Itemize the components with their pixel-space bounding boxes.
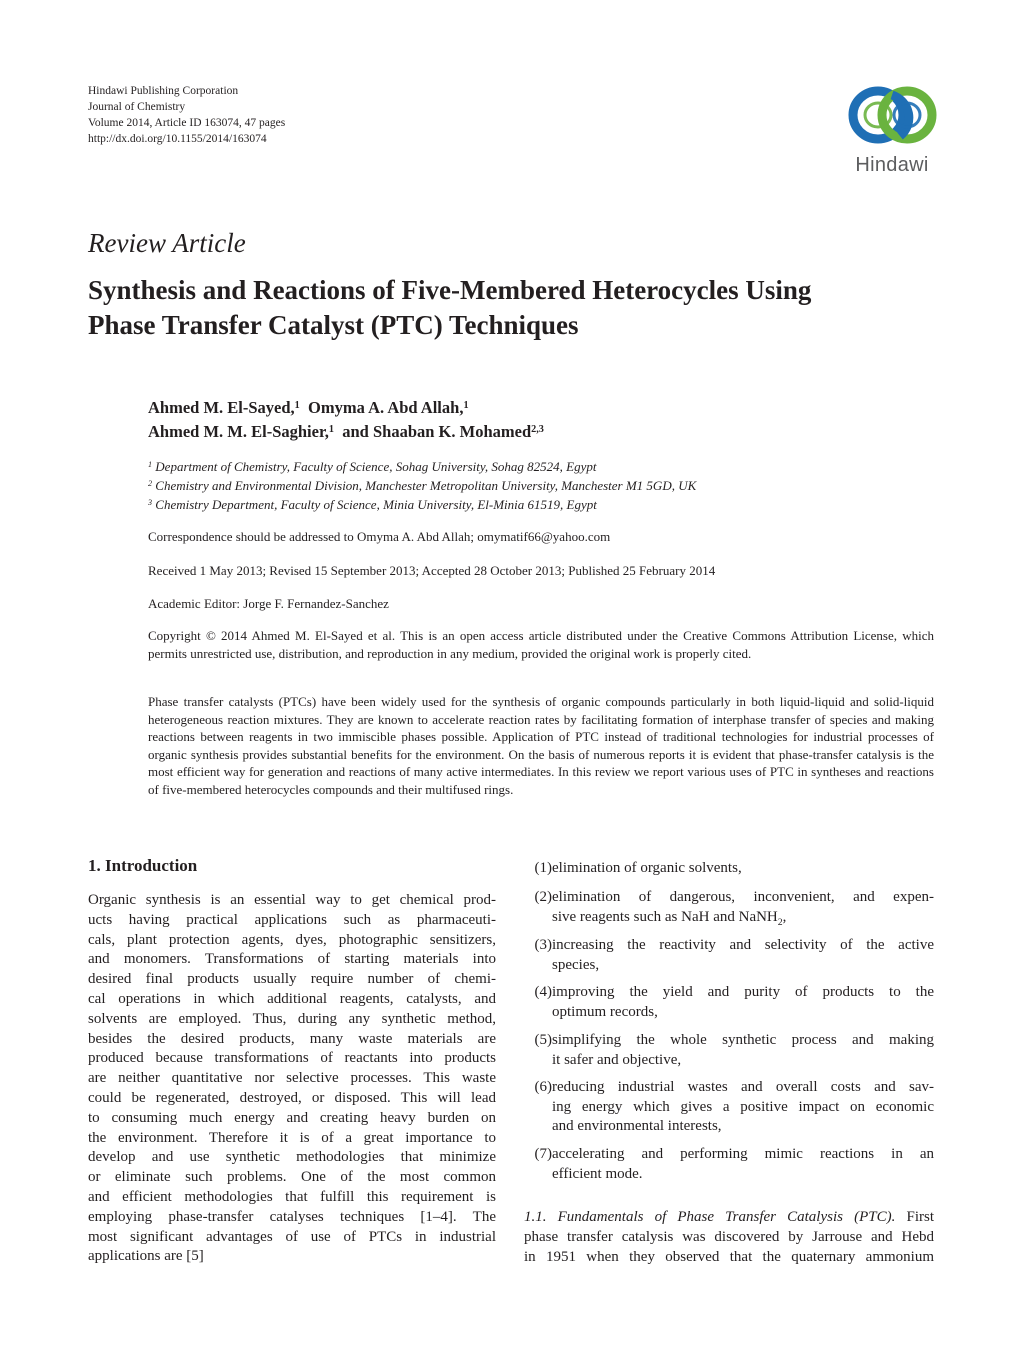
text-line: develop and use synthetic methodologies that minimize (88, 1149, 496, 1166)
logo-wordmark: Hindawi (855, 154, 929, 176)
hindawi-rings-icon (842, 82, 944, 152)
text-line: or eliminate such problems. One of the most common (88, 1169, 496, 1186)
dates-line: Received 1 May 2013; Revised 15 September 2013; Accepted 28 October 2013; Published 25 February 2014 (148, 563, 716, 578)
text-line: solvents are employed. Thus, during any synthetic method, (88, 1010, 496, 1027)
text-line: besides the desired products, many waste materials are (88, 1030, 496, 1047)
text-line: applications are [5] (88, 1248, 204, 1265)
author-name: Omyma A. Abd Allah, (308, 398, 464, 417)
title-line: Phase Transfer Catalyst (PTC) Techniques (88, 310, 579, 340)
author-name: and Shaaban K. Mohamed (342, 422, 532, 441)
text-line: are neither quantitative nor selective processes. This waste (88, 1070, 496, 1087)
text-line: the environment. Therefore it is of a great importance to (88, 1129, 496, 1146)
author-list (148, 396, 544, 444)
text-line: 1.1. Fundamentals of Phase Transfer Catalysis (PTC). First (524, 1209, 935, 1225)
affiliation-list (148, 457, 696, 514)
text-line: produced because transformations of reactants into products (88, 1050, 496, 1067)
text-line: and efficient methodologies that fulfill this requirement is (88, 1188, 496, 1205)
author-affil-mark: 1 (463, 400, 469, 411)
journal-header (88, 83, 285, 147)
text-line: and monomers. Transformations of starting materials into (88, 951, 496, 968)
hindawi-logo (842, 82, 944, 178)
text-line: ucts having practical applications such as pharmaceuti- (88, 911, 496, 928)
text-line: to consuming much energy and creating heavy burden on (88, 1109, 496, 1126)
author-affil-mark: 1 (328, 424, 334, 435)
text-line: in 1951 when they observed that the quaternary ammonium (524, 1248, 934, 1265)
article-title (88, 273, 938, 343)
text-line: cals, plant protection agents, dyes, photographic sensitizers, (88, 931, 496, 948)
text-line: phase transfer catalysis was discovered by Jarrouse and Hebd (524, 1228, 934, 1245)
section-heading-introduction: 1. Introduction (88, 856, 198, 875)
affiliation: $^1$ Department of Chemistry, Faculty of Science, Sohag University, Sohag 82524, Egypt (148, 459, 597, 474)
text-line: Organic synthesis is an essential way to get chemical prod- (88, 892, 496, 908)
text-line: employing phase-transfer catalyses techniques [1–4]. The (88, 1208, 496, 1225)
author-affil-mark: 1 (294, 400, 300, 411)
text-line: could be regenerated, destroyed, or disposed. This will lead (88, 1089, 496, 1106)
correspondence-line: Correspondence should be addressed to Omyma A. Abd Allah; omymatif66@yahoo.com (148, 529, 611, 544)
article-type: Review Article (88, 228, 246, 258)
volume-info: Volume 2014, Article ID 163074, 47 pages (88, 117, 286, 129)
affiliation: $^2$ Chemistry and Environmental Division, Manchester Metropolitan University, Manchester M1 5GD, UK (148, 478, 697, 493)
journal-name: Journal of Chemistry (88, 101, 186, 113)
affiliation: $^3$ Chemistry Department, Faculty of Science, Minia University, El-Minia 61519, Egypt (148, 497, 597, 512)
title-line: Synthesis and Reactions of Five-Membered Heterocycles Using (88, 275, 812, 305)
author-affil-mark: 2,3 (531, 424, 544, 435)
author-name: Ahmed M. El-Sayed, (148, 398, 295, 417)
abstract: Phase transfer catalysts (PTCs) have been widely used for the synthesis of organic compounds particularly in both liquid-liquid and solid-liquid heterogeneous reaction mixtures. They are known to accelerate reaction rates by facilitating formation of interphase transfer of species and making reactions between reagents in two immiscible phases possible. Application of PTC instead of traditional technologies for industrial processes of organic synthesis provides substantial benefits for the environment. On the basis of numerous reports it is evident that phase-transfer catalysis is the most efficient way for generation and reactions of many active intermediates. In this review we report various uses of PTC in syntheses and reactions of five-membered heterocycles compounds and their multifused rings. (148, 694, 934, 797)
copyright-notice: Copyright © 2014 Ahmed M. El-Sayed et al. This is an open access article distributed under the Creative Commons Attribution License, which permits unrestricted use, distribution, and reproduction in any medium, provided the original work is properly cited. (148, 628, 934, 661)
text-line: most significant advantages of use of PTCs in industrial (88, 1228, 496, 1245)
intro-paragraph (88, 891, 496, 1267)
editor-line: Academic Editor: Jorge F. Fernandez-Sanchez (148, 596, 389, 611)
text-line: desired final products usually require number of chemi- (88, 971, 496, 988)
doi-link[interactable]: http://dx.doi.org/10.1155/2014/163074 (88, 133, 267, 145)
subsection-heading: 1.1. Fundamentals of Phase Transfer Catalysis (PTC). (524, 1209, 896, 1225)
text-line: cal operations in which additional reagents, catalysts, and (88, 990, 496, 1007)
subsection-fundamentals (524, 1208, 934, 1267)
author-name: Ahmed M. M. El-Saghier, (148, 422, 329, 441)
publisher-name: Hindawi Publishing Corporation (88, 85, 239, 97)
